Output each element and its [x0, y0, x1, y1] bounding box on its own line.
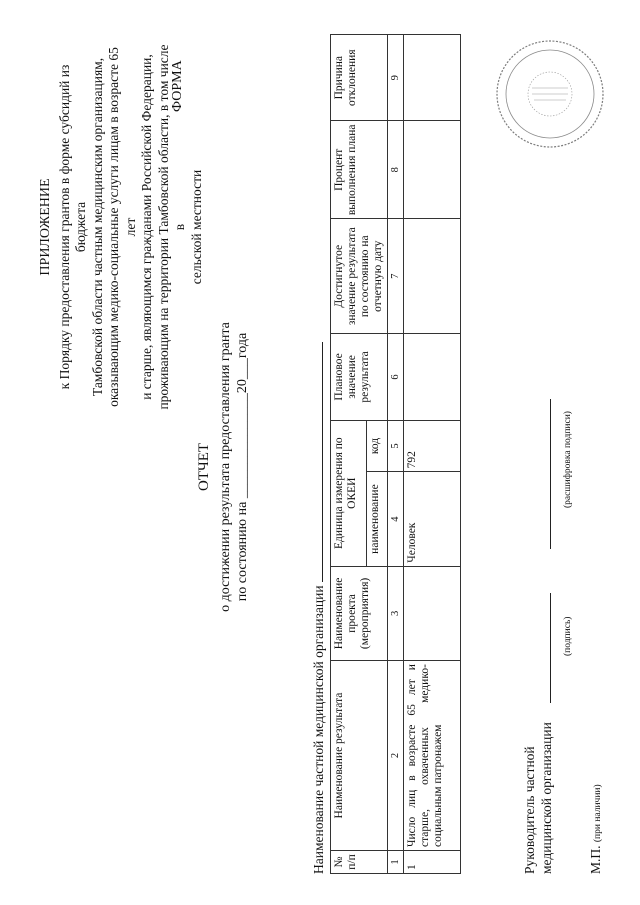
appendix-line: проживающим на территории Тамбовской области, в том числе в [155, 44, 187, 410]
column-number: 8 [388, 121, 404, 219]
header-reason: Причина отклонения [331, 35, 388, 121]
header-percent: Процент выполнения плана [331, 121, 388, 219]
appendix-line: оказывающим медико-социальные услуги лицам в возрасте 65 лет [106, 47, 138, 407]
column-number: 6 [388, 334, 404, 420]
header-project-name: Наименование проекта (мероприятия) [331, 566, 388, 660]
report-subtitle: о достижении результата предоставления гранта [218, 322, 233, 612]
appendix-line: Тамбовской области частным медицинским организациям, [89, 57, 105, 397]
header-achieved: Достигнутое значение результата по состоянию на отчетную дату [331, 219, 388, 334]
signature-block [522, 174, 603, 874]
row-reason [404, 35, 461, 121]
column-number: 9 [388, 35, 404, 121]
appendix-line: и старше, являющимся гражданами Российской Федерации, [139, 54, 154, 400]
header-plan: Плановое значение результата [331, 334, 388, 420]
org-name-field [310, 342, 323, 582]
header-num: № п/п [331, 850, 388, 873]
report-date-line: по состоянию на _______________20___года [235, 332, 250, 602]
transcript-caption: (расшифровка подписи) [563, 411, 573, 508]
column-number: 7 [388, 219, 404, 334]
column-number-row [388, 35, 404, 874]
seal-mark-label: М.П. [588, 845, 603, 874]
header-unit-code: код [367, 420, 388, 472]
column-number: 3 [388, 566, 404, 660]
header-unit-name: наименование [367, 472, 388, 566]
report-table [330, 34, 461, 874]
row-achieved [404, 219, 461, 334]
row-percent [404, 121, 461, 219]
seal-mark-line [588, 784, 606, 874]
document-sheet [20, 22, 620, 882]
row-unit-code: 792 [404, 420, 461, 472]
row-result: Число лиц в возрасте 65 лет и старше, охваченных медико-социальным патронажем [404, 661, 461, 851]
header-result-name: Наименование результата [331, 661, 388, 851]
org-name-label: Наименование частной медицинской организации [311, 585, 326, 874]
appendix-line: к Порядку предоставления грантов в форме субсидий из бюджета [56, 64, 88, 390]
org-name-line [310, 342, 327, 874]
head-label: Руководитель частной [522, 746, 537, 874]
transcript-line [538, 399, 551, 549]
row-unit-name: Человек [404, 472, 461, 566]
column-number: 5 [388, 420, 404, 472]
row-plan [404, 334, 461, 420]
column-number: 1 [388, 850, 404, 873]
column-number: 2 [388, 661, 404, 851]
appendix-line: сельской местности [188, 169, 204, 285]
column-number: 4 [388, 472, 404, 566]
signature-caption: (подпись) [563, 616, 573, 656]
header-unit-group: Единица измерения по ОКЕИ [331, 420, 367, 566]
stamp-seal [494, 38, 606, 150]
seal-mark-note: (при наличии) [593, 784, 603, 843]
appendix-title: ПРИЛОЖЕНИЕ [38, 178, 53, 276]
report-title-block [196, 302, 251, 632]
signature-line [538, 593, 551, 703]
form-label: ФОРМА [170, 60, 185, 112]
head-label: медицинской организации [539, 722, 554, 874]
table-row [404, 35, 461, 874]
row-project [404, 566, 461, 660]
row-num: 1 [404, 850, 461, 873]
report-title: ОТЧЕТ [196, 442, 212, 492]
